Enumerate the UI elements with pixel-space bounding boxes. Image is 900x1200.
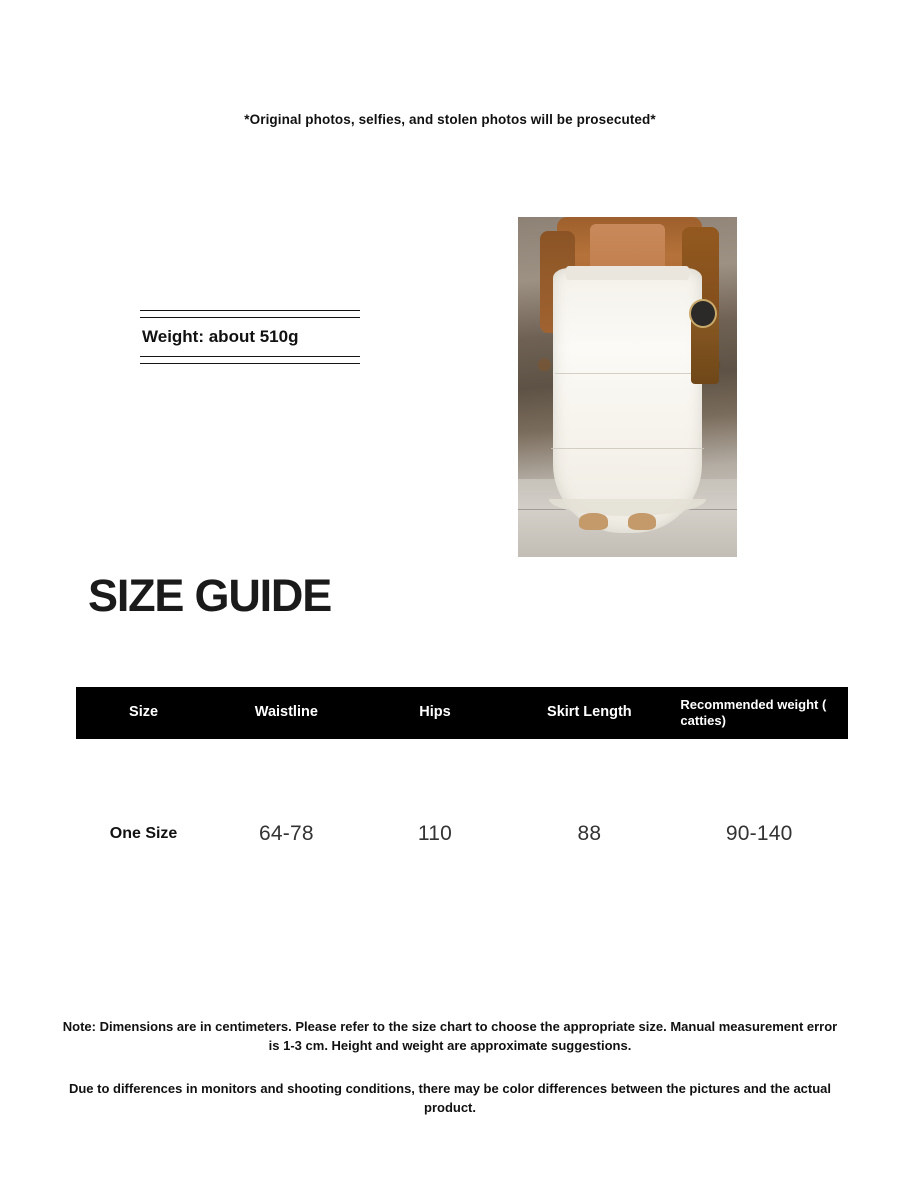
- photo-left-shoe: [579, 513, 607, 530]
- table-row: [76, 739, 848, 929]
- note-measurement: Note: Dimensions are in centimeters. Please refer to the size chart to choose the appropriate size. Manual measurement error is 1-3 cm. Height and weight are approximate suggestions.: [62, 1019, 838, 1053]
- cell-skirt-length: 88: [577, 822, 602, 845]
- column-header-size: Size: [129, 704, 159, 721]
- cell-hips: 110: [417, 822, 452, 845]
- cell-size: One Size: [109, 825, 178, 842]
- weight-label: Weight: about 510g: [142, 327, 299, 346]
- table-header-row: [76, 687, 848, 739]
- weight-block: [140, 310, 360, 364]
- column-header-recommended-weight: Recommended weight ( catties): [680, 697, 827, 728]
- photo-skirt-tier-seam-upper: [555, 373, 700, 374]
- size-guide-table: [76, 687, 848, 929]
- photo-right-shoe: [628, 513, 656, 530]
- photo-skirt: [553, 268, 702, 533]
- notes-section: [60, 1018, 840, 1117]
- weight-divider-bottom: [140, 363, 360, 364]
- note-color-difference: Due to differences in monitors and shooting conditions, there may be color differences between the pictures and the actual product.: [68, 1080, 832, 1115]
- column-header-hips: Hips: [419, 704, 451, 721]
- photo-skirt-tier-seam-lower: [551, 448, 704, 449]
- column-header-skirt-length: Skirt Length: [547, 704, 632, 721]
- column-header-waistline: Waistline: [254, 704, 318, 721]
- cell-recommended-weight: 90-140: [725, 822, 793, 845]
- page-title: SIZE GUIDE: [88, 570, 332, 621]
- product-photo: [518, 217, 737, 557]
- cell-waistline: 64-78: [259, 822, 314, 845]
- photo-skirt-waistband: [566, 266, 689, 280]
- disclaimer-text: *Original photos, selfies, and stolen photos will be prosecuted*: [244, 112, 656, 127]
